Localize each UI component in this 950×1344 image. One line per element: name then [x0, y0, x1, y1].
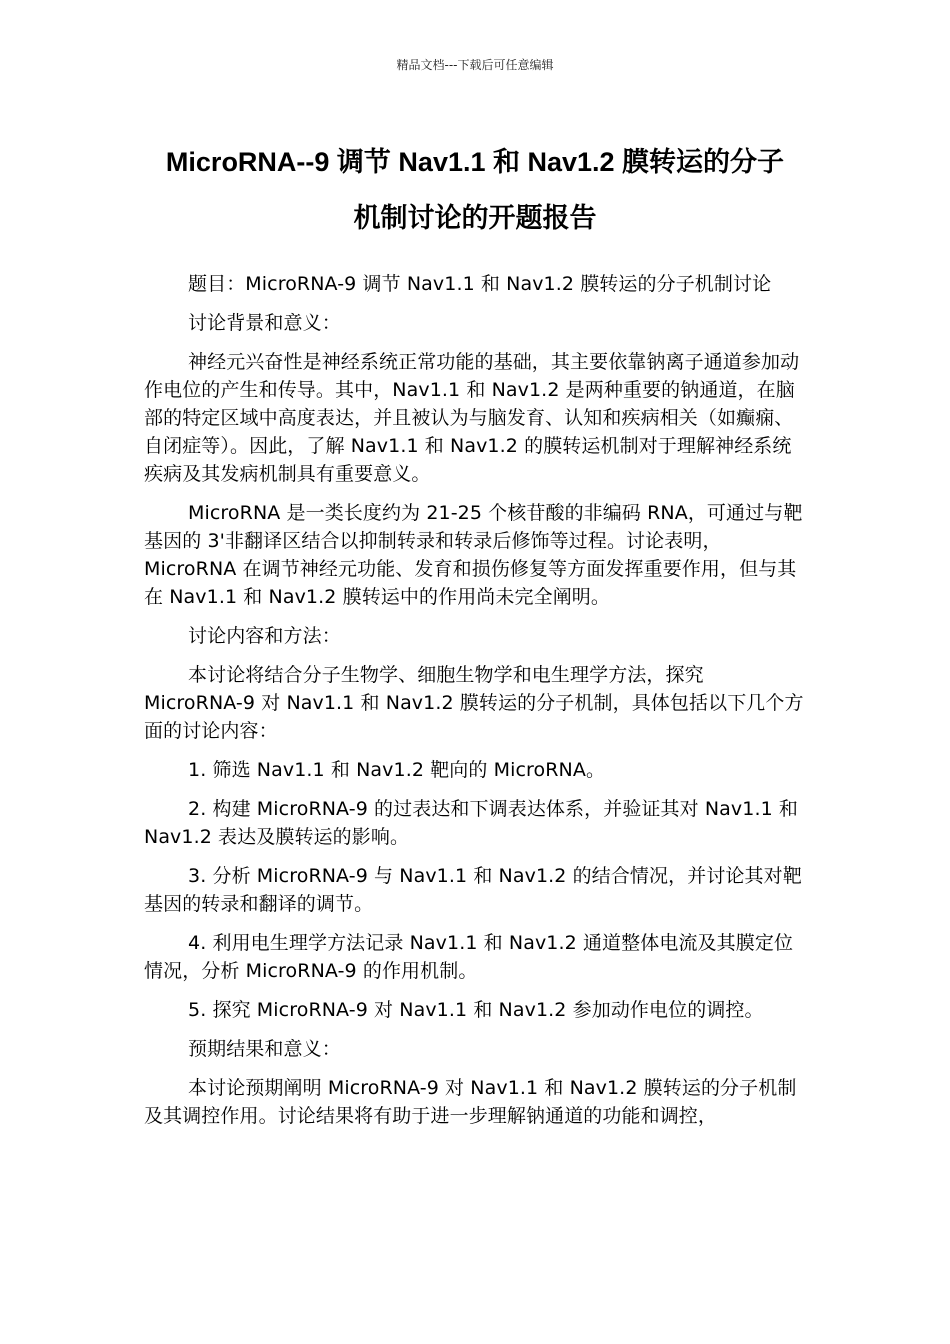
title-line-2: 机制讨论的开题报告 [353, 203, 597, 233]
list-item-4: 4. 利用电生理学方法记录 Nav1.1 和 Nav1.2 通道整体电流及其膜定位情况，分析 MicroRNA-9 的作用机制。 [144, 932, 794, 982]
document-body [144, 270, 808, 1141]
title-line-1: MicroRNA--9 调节 Nav1.1 和 Nav1.2 膜转运的分子 [165, 147, 785, 177]
list-item-3: 3. 分析 MicroRNA-9 与 Nav1.1 和 Nav1.2 的结合情况，并讨论其对靶基因的转录和翻译的调节。 [144, 865, 802, 915]
heading-methods: 讨论内容和方法： [188, 625, 341, 647]
list-item-2: 2. 构建 MicroRNA-9 的过表达和下调表达体系，并验证其对 Nav1.1 和 Nav1.2 表达及膜转运的影响。 [144, 798, 799, 848]
paragraph-expected-results: 本讨论预期阐明 MicroRNA-9 对 Nav1.1 和 Nav1.2 膜转运的分子机制及其调控作用。讨论结果将有助于进一步理解钠通道的功能和调控， [144, 1077, 797, 1127]
header-note: 精品文档---下载后可任意编辑 [396, 58, 554, 72]
heading-background: 讨论背景和意义： [188, 312, 341, 334]
heading-expected-results: 预期结果和意义： [188, 1038, 341, 1060]
paragraph-methods-intro: 本讨论将结合分子生物学、细胞生物学和电生理学方法，探究 MicroRNA-9 对 Nav1.1 和 Nav1.2 膜转运的分子机制，具体包括以下几个方面的讨论内容： [144, 664, 804, 742]
list-item-1: 1. 筛选 Nav1.1 和 Nav1.2 靶向的 MicroRNA。 [188, 759, 606, 781]
list-item-5: 5. 探究 MicroRNA-9 对 Nav1.1 和 Nav1.2 参加动作电位的调控。 [188, 999, 764, 1021]
paragraph-topic: 题目：MicroRNA-9 调节 Nav1.1 和 Nav1.2 膜转运的分子机制讨论 [188, 273, 772, 295]
paragraph-background-2: MicroRNA 是一类长度约为 21-25 个核苷酸的非编码 RNA，可通过与靶基因的 3'非翻译区结合以抑制转录和转录后修饰等过程。讨论表明，MicroRNA 在调节神经元功能、发育和损伤修复等方面发挥重要作用，但与其在 Nav1.1 和 Nav1.2 膜转运中的作用尚未完全阐明。 [144, 502, 803, 608]
paragraph-background-1: 神经元兴奋性是神经系统正常功能的基础，其主要依靠钠离子通道参加动作电位的产生和传导。其中，Nav1.1 和 Nav1.2 是两种重要的钠通道，在脑部的特定区域中高度表达，并且被认为与脑发育、认知和疾病相关（如癫痫、自闭症等）。因此，了解 Nav1.1 和 Nav1.2 的膜转运机制对于理解神经系统疾病及其发病机制具有重要意义。 [144, 351, 800, 485]
document-title [120, 134, 830, 246]
